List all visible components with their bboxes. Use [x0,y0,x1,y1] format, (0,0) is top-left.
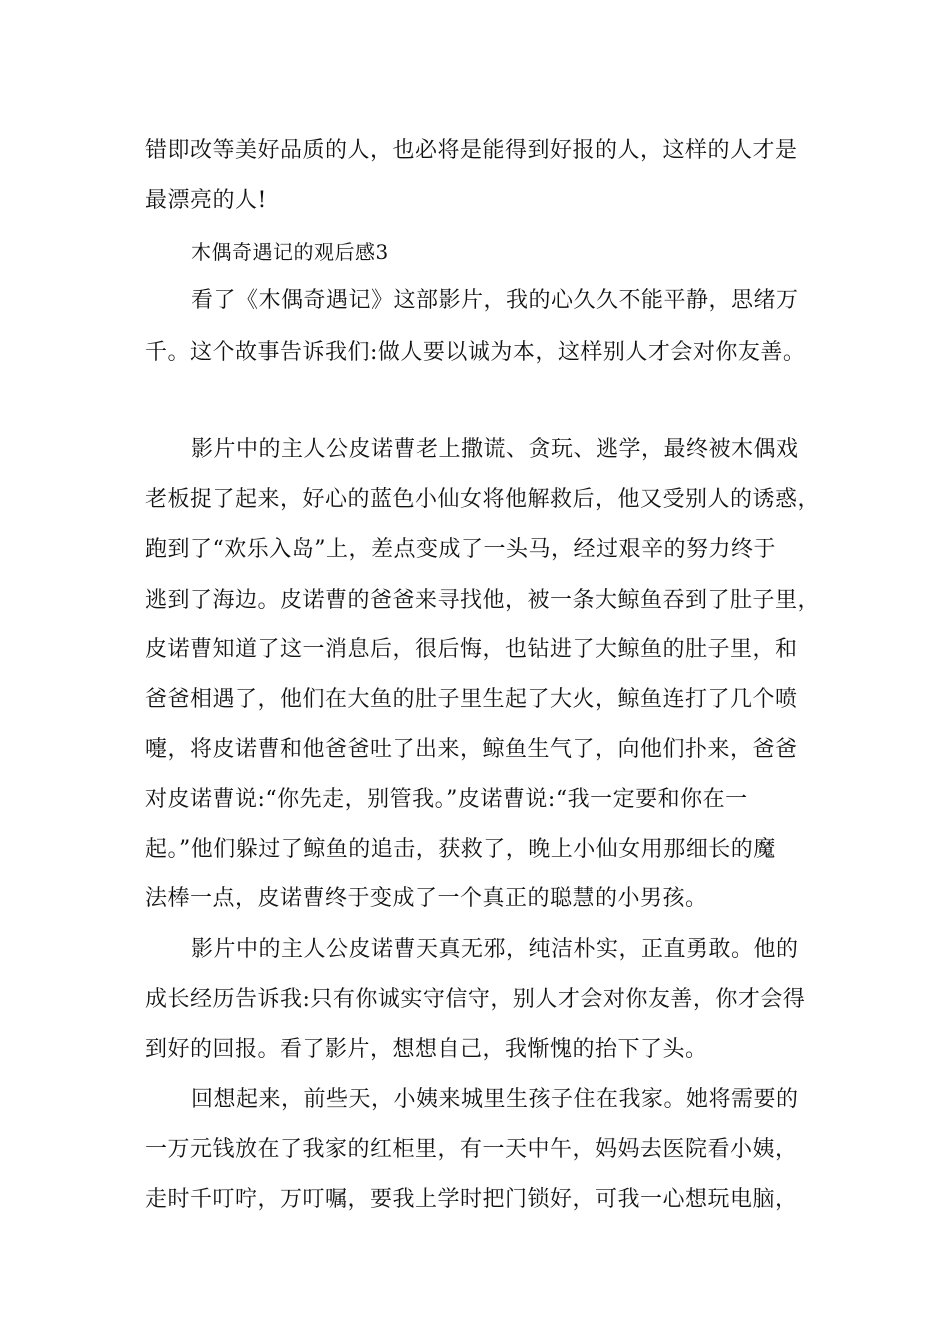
text-line: 回想起来，前些天，小姨来城里生孩子住在我家。她将需要的 [191,1087,799,1112]
text-line: 到好的回报。看了影片，想想自己，我惭愧的抬下了头。 [145,1037,708,1062]
text-line: 错即改等美好品质的人，也必将是能得到好报的人，这样的人才是 [145,138,798,163]
section-heading: 木偶奇遇记的观后感3 [191,240,389,264]
text-line: 跑到了“欢乐入岛”上，差点变成了一头马，经过艰辛的努力终于 [145,537,776,562]
text-line: 影片中的主人公皮诺曹老上撒谎、贪玩、逃学，最终被木偶戏 [191,437,799,462]
text-line: 老板捉了起来，好心的蓝色小仙女将他解救后，他又受别人的诱惑， [145,487,821,512]
text-line: 看了《木偶奇遇记》这部影片，我的心久久不能平静，思绪万 [191,288,799,313]
text-line: 逃到了海边。皮诺曹的爸爸来寻找他，被一条大鲸鱼吞到了肚子里， [145,588,821,613]
text-line: 法棒一点，皮诺曹终于变成了一个真正的聪慧的小男孩。 [145,886,708,911]
text-line: 皮诺曹知道了这一消息后，很后悔，也钻进了大鲸鱼的肚子里，和 [145,637,798,662]
text-line: 最漂亮的人! [145,188,267,213]
text-line: 成长经历告诉我:只有你诚实守信守，别人才会对你友善，你才会得 [145,987,806,1012]
text-line: 起。”他们躲过了鲸鱼的追击，获救了，晚上小仙女用那细长的魔 [145,837,776,862]
text-line: 爸爸相遇了，他们在大鱼的肚子里生起了大火，鲸鱼连打了几个喷 [145,687,798,712]
text-line: 影片中的主人公皮诺曹天真无邪，纯洁朴实，正直勇敢。他的 [191,937,799,962]
text-line: 嚏，将皮诺曹和他爸爸吐了出来，鲸鱼生气了，向他们扑来，爸爸 [145,737,798,762]
text-line: 千。这个故事告诉我们:做人要以诚为本，这样别人才会对你友善。 [145,340,806,365]
text-line: 一万元钱放在了我家的红柜里，有一天中午，妈妈去医院看小姨， [145,1137,798,1162]
text-line: 对皮诺曹说:“你先走，别管我。”皮诺曹说:“我一定要和你在一 [145,787,748,812]
text-line: 走时千叮咛，万叮嘱，要我上学时把门锁好，可我一心想玩电脑， [145,1187,798,1212]
